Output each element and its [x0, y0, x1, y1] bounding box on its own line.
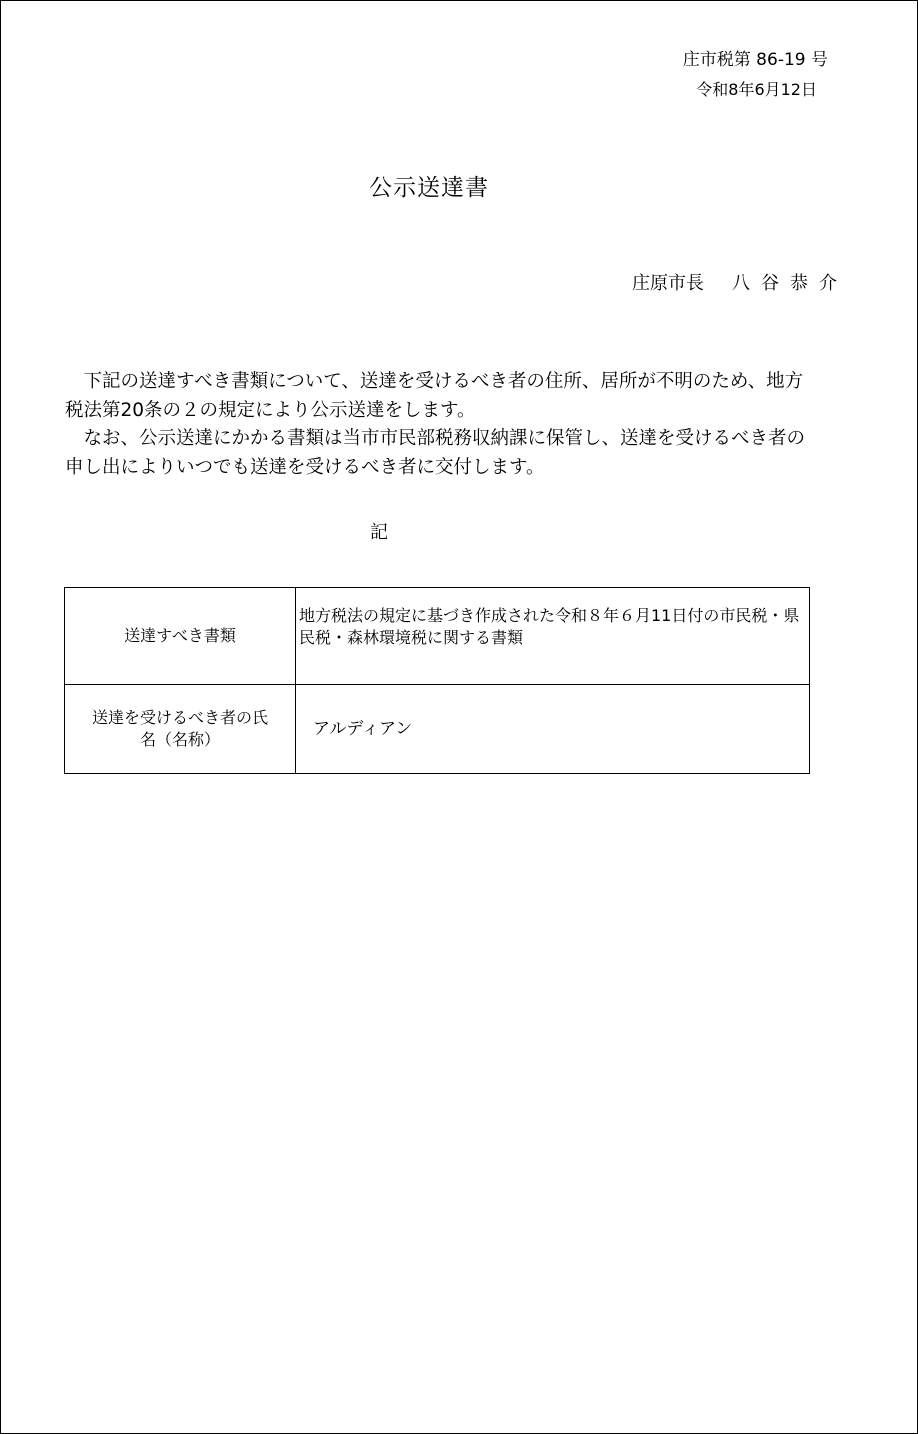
document-type-label: 送達すべき書類	[65, 588, 296, 685]
body-text	[65, 368, 805, 482]
body-paragraph-2: なお、公示送達にかかる書類は当市市民部税務収納課に保管し、送達を受けるべき者の申し出によりいつでも送達を受けるべき者に交付します。	[65, 428, 806, 478]
details-table	[64, 587, 810, 774]
table-row	[65, 588, 810, 685]
recipient-label	[65, 685, 296, 774]
issuer	[632, 272, 848, 296]
document-date: 令和8年6月12日	[696, 80, 817, 99]
note-heading: 記	[370, 522, 388, 543]
recipient-value: アルディアン	[296, 685, 810, 774]
recipient-label-text: 送達を受けるべき者の氏名（名称）	[91, 708, 268, 749]
document-number: 庄市税第 86-19 号	[682, 50, 828, 70]
table-row	[65, 685, 810, 774]
document-type-value: 地方税法の規定に基づき作成された令和８年６月11日付の市民税・県民税・森林環境税に関する書類	[296, 588, 810, 685]
issuer-position: 庄原市長	[632, 273, 704, 294]
body-paragraph-1: 下記の送達すべき書類について、送達を受けるべき者の住所、居所が不明のため、地方税法第20条の２の規定により公示送達をします。	[65, 371, 804, 421]
issuer-name: 八谷恭介	[732, 273, 848, 294]
document-title: 公示送達書	[369, 175, 489, 201]
